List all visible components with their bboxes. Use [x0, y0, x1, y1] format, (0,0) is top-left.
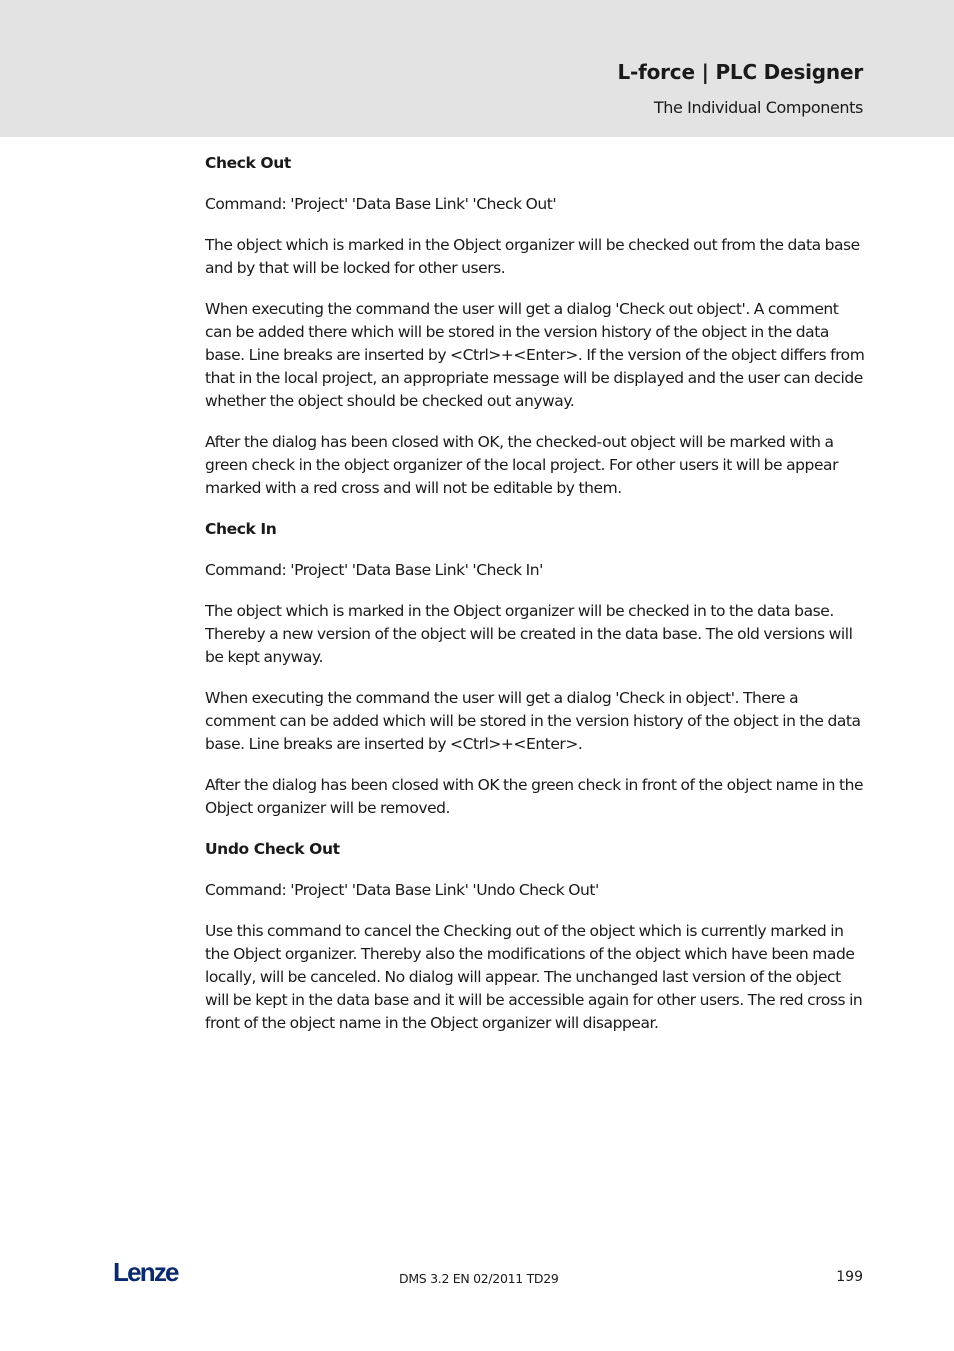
paragraph: The object which is marked in the Object organizer will be checked in to the data base. Thereby a new version of the object will be created in the data base. The old versions will be kept anyway.	[205, 602, 853, 666]
lenze-logo-text: Lenze	[113, 1259, 178, 1287]
lenze-logo	[113, 1259, 193, 1287]
paragraph: The object which is marked in the Object organizer will be checked out from the data base and by that will be locked for other users.	[205, 236, 860, 277]
section-heading-undo-check-out: Undo Check Out	[205, 840, 340, 858]
chapter-subtitle: The Individual Components	[653, 98, 863, 117]
paragraph: When executing the command the user will get a dialog 'Check in object'. There a comment can be added which will be stored in the version history of the object in the data base. Line breaks are inserted by <Ctrl>+<Enter>.	[205, 689, 861, 753]
section-heading-check-in: Check In	[205, 520, 277, 538]
paragraph: Command: 'Project' 'Data Base Link' 'Check Out'	[205, 195, 557, 213]
paragraph: After the dialog has been closed with OK the green check in front of the object name in the Object organizer will be removed.	[205, 776, 864, 817]
paragraph: Command: 'Project' 'Data Base Link' 'Check In'	[205, 561, 543, 579]
paragraph: Command: 'Project' 'Data Base Link' 'Undo Check Out'	[205, 881, 599, 899]
paragraph: When executing the command the user will get a dialog 'Check out object'. A comment can be added there which will be stored in the version history of the object in the data base. Line breaks are inserted by <Ctrl>+<Enter>. If the version of the object differs from that in the local project, an appropriate message will be displayed and the user can decide whether the object should be checked out anyway.	[205, 300, 865, 410]
section-heading-check-out: Check Out	[205, 154, 291, 172]
page-number: 199	[836, 1269, 863, 1285]
paragraph: After the dialog has been closed with OK, the checked-out object will be marked with a green check in the object organizer of the local project. For other users it will be appear marked with a red cross and will not be editable by them.	[205, 433, 839, 497]
main-content	[205, 152, 865, 1035]
paragraph: Use this command to cancel the Checking out of the object which is currently marked in the Object organizer. Thereby also the modifications of the object which have been made locally, will be canceled. No dialog will appear. The unchanged last version of the object will be kept in the data base and it will be accessible again for other users. The red cross in front of the object name in the Object organizer will disappear.	[205, 922, 863, 1032]
document-id: DMS 3.2 EN 02/2011 TD29	[399, 1271, 559, 1286]
document-title: L-force | PLC Designer	[617, 60, 863, 84]
header-band	[0, 0, 954, 137]
